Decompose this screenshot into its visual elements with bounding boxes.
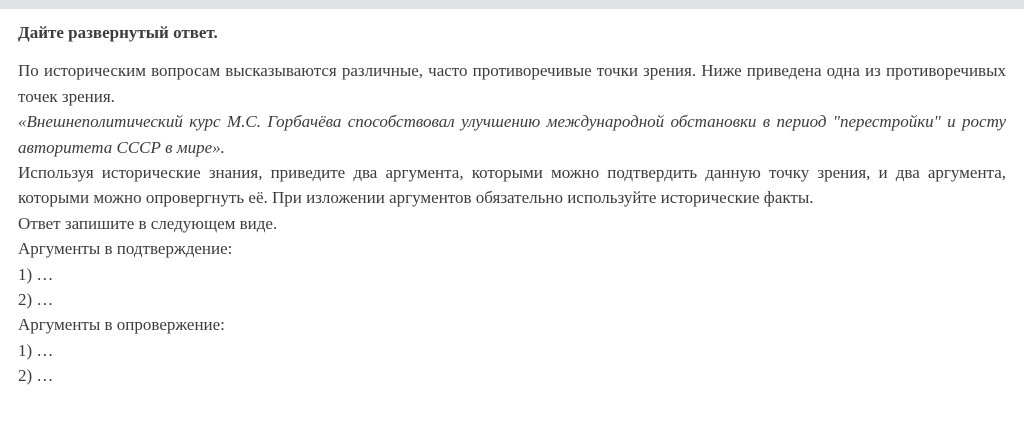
task-document	[0, 9, 1024, 389]
refuting-argument-placeholder-1: 1) …	[18, 340, 54, 360]
supporting-arguments-label: Аргументы в подтверждение:	[18, 239, 233, 259]
task-intro-paragraph: По историческим вопросам высказываются различные, часто противоречивые точки зрения. Ниже приведена одна из противоречивых точек зрения.	[18, 61, 1006, 106]
supporting-argument-placeholder-1: 1) …	[18, 264, 54, 284]
refuting-argument-placeholder-2: 2) …	[18, 366, 54, 386]
task-instruction-paragraph: Используя исторические знания, приведите два аргумента, которыми можно подтвердить данную точку зрения, и два аргумента, которыми можно опровергнуть её. При изложении аргументов обязательно используйте исторические факты.	[18, 163, 1006, 208]
answer-format-note: Ответ запишите в следующем виде.	[18, 213, 278, 233]
supporting-argument-placeholder-2: 2) …	[18, 290, 54, 310]
top-divider-bar	[0, 0, 1024, 9]
task-heading: Дайте развернутый ответ.	[18, 23, 218, 42]
historical-viewpoint-quote: «Внешнеполитический курс М.С. Горбачёва способствовал улучшению международной обстановки в период "перестройки" и росту авторитета СССР в мире».	[18, 112, 1006, 157]
refuting-arguments-label: Аргументы в опровержение:	[18, 315, 225, 335]
